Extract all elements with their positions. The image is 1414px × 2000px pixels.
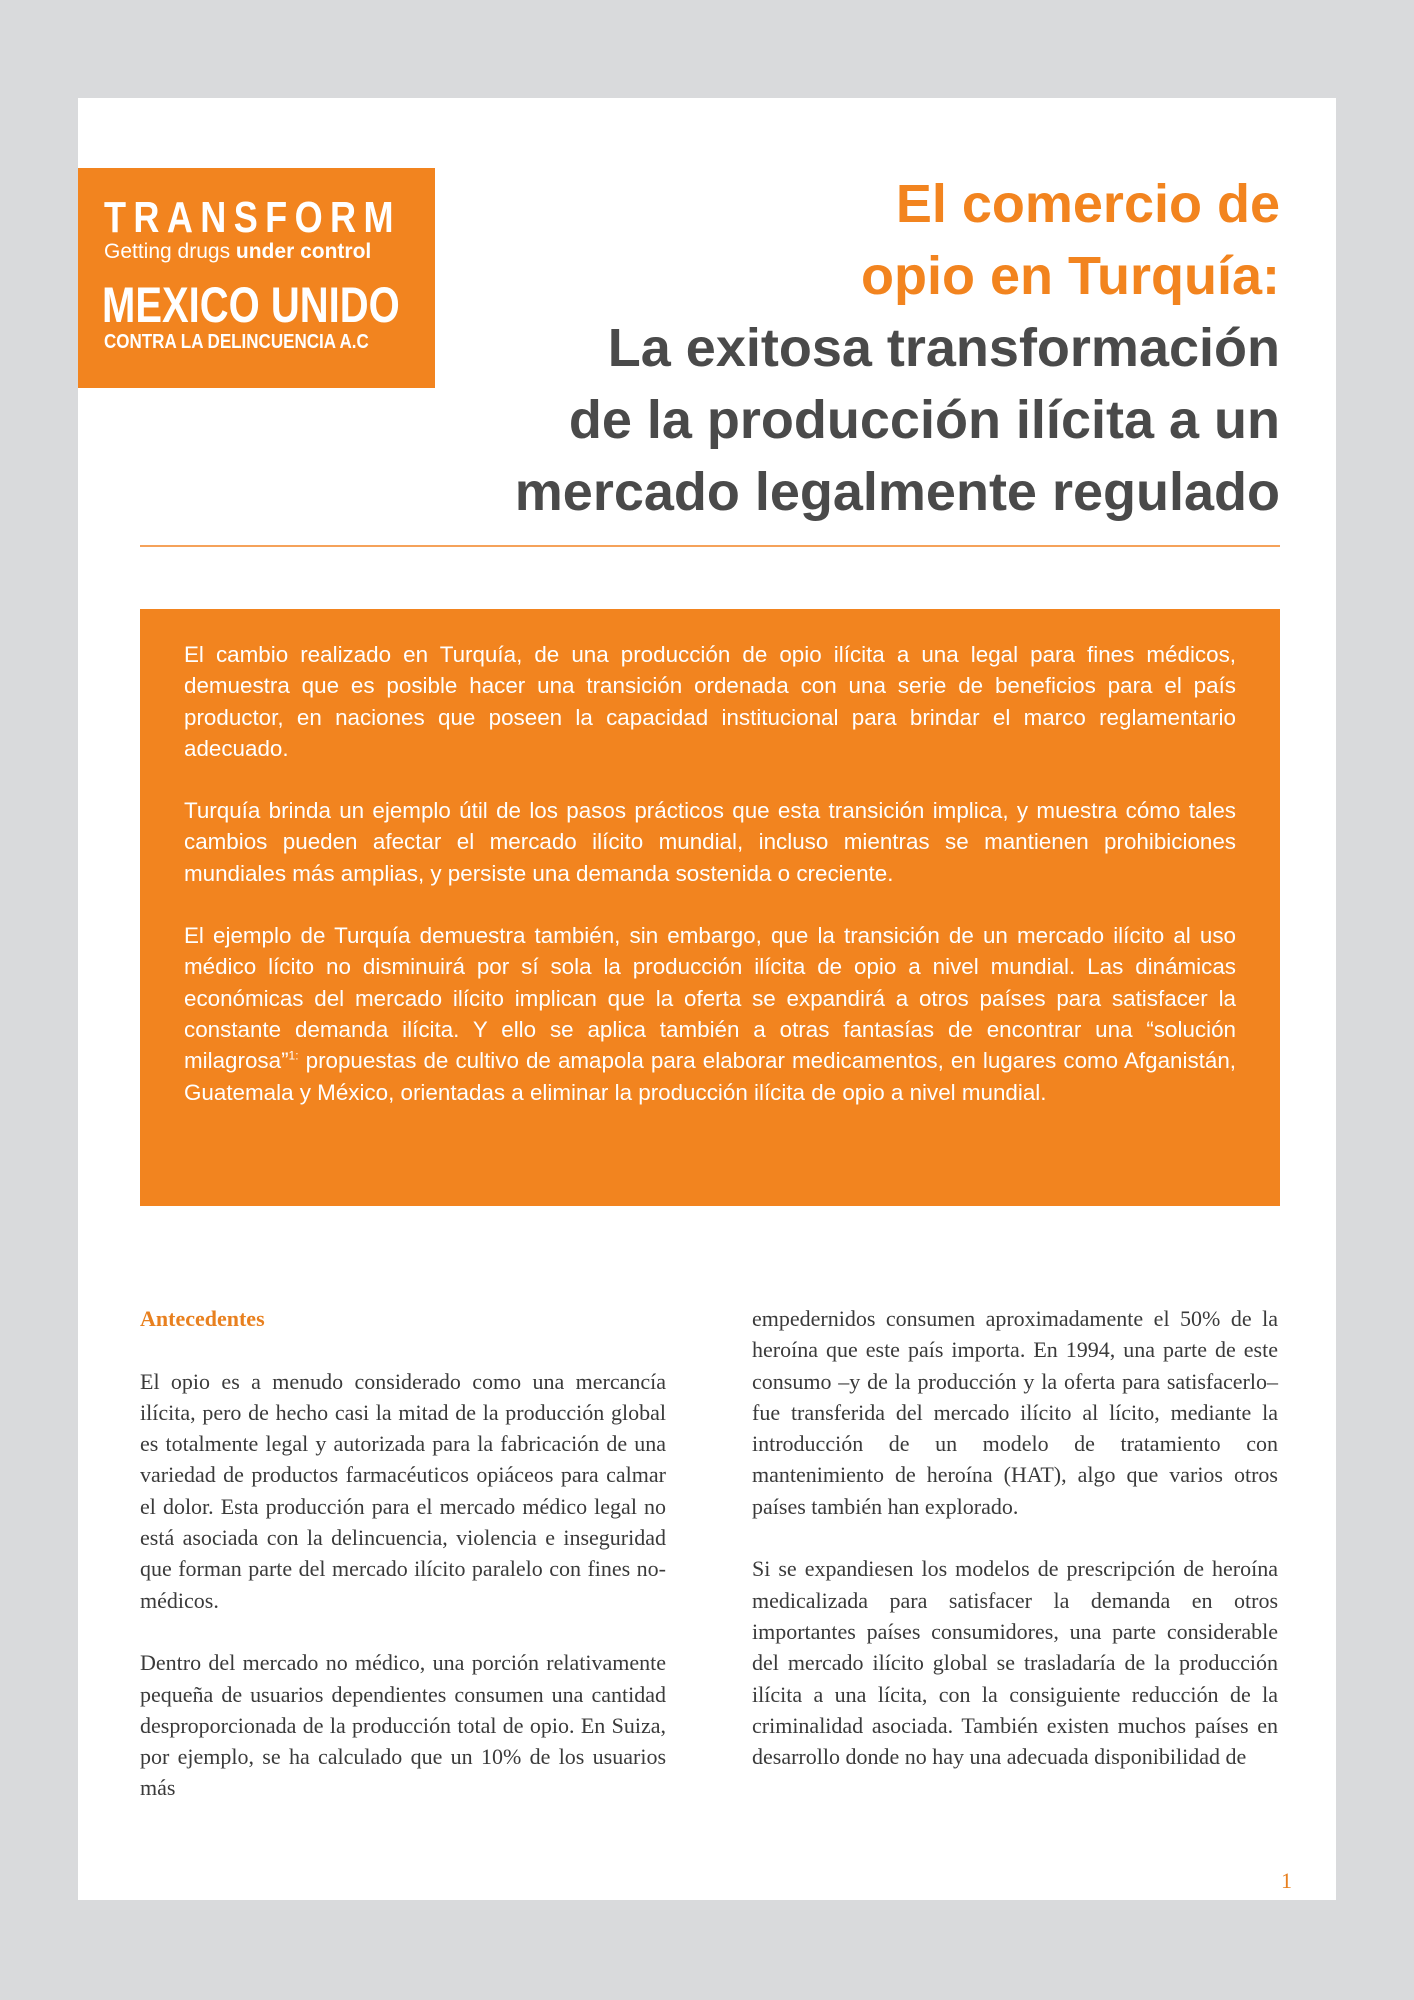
- logo-tagline-bold: under control: [235, 240, 372, 263]
- logo-tagline-plain: Getting drugs: [104, 240, 236, 263]
- logo-mexico-unido: MEXICO UNIDO: [102, 277, 400, 333]
- transform-mexico-unido-logo: [78, 168, 435, 388]
- summary-paragraph-3-start: El ejemplo de Turquía demuestra también, sin embargo, que la transición de un mercado ilícito al uso médico lícito no disminuirá por sí sola la producción ilícita de opio a nivel mundial. Las dinámicas económicas del mercado ilícito implican que la oferta se expandirá a otros países para satisfacer la constante demanda ilícita. Y ello se aplica también a otras fantasías de encontrar una “solución milagrosa”: [184, 923, 1236, 1074]
- footnote-marker[interactable]: 1:: [288, 1048, 299, 1063]
- document-page: [78, 98, 1336, 1900]
- body-column-left: [140, 1303, 666, 1835]
- title-divider: [140, 545, 1280, 547]
- logo-contra-delincuencia: CONTRA LA DELINCUENCIA A.C: [104, 331, 369, 353]
- title-line-2: opio en Turquía:: [861, 246, 1280, 306]
- subtitle-line-2: de la producción ilícita a un: [568, 390, 1280, 450]
- body-paragraph: Dentro del mercado no médico, una porción relativamente pequeña de usuarios dependientes consumen una cantidad desproporcionada de la producción total de opio. En Suiza, por ejemplo, se ha calculado que un 10% de los usuarios más: [140, 1650, 666, 1801]
- summary-paragraph-1: El cambio realizado en Turquía, de una producción de opio ilícita a una legal para fines médicos, demuestra que es posible hacer una transición ordenada con una serie de beneficios para el país productor, en naciones que poseen la capacidad institucional para brindar el marco reglamentario adecuado.: [184, 642, 1236, 761]
- subtitle-line-1: La exitosa transformación: [607, 318, 1280, 378]
- summary-paragraph-2: Turquía brinda un ejemplo útil de los pasos prácticos que esta transición implica, y muestra cómo tales cambios pueden afectar el mercado ilícito mundial, incluso mientras se mantienen prohibiciones mundiales más amplias, y persiste una demanda sostenida o creciente.: [184, 798, 1236, 886]
- body-paragraph: Si se expandiesen los modelos de prescripción de heroína medicalizada para satisfacer la demanda en otros importantes países consumidores, una parte considerable del mercado ilícito global se trasladaría de la producción ilícita a una lícita, con la consiguiente reducción de la criminalidad asociada. También existen muchos países en desarrollo donde no hay una adecuada disponibilidad de: [752, 1556, 1278, 1770]
- summary-box: [140, 609, 1280, 1206]
- logo-transform-text: TRANSFORM: [104, 193, 401, 242]
- section-heading: Antecedentes: [140, 1306, 265, 1331]
- body-paragraph: empedernidos consumen aproximadamente el 50% de la heroína que este país importa. En 1994, una parte de este consumo –y de la producción y la oferta para satisfacerlo– fue transferida del mercado ilícito al lícito, mediante la introducción de un modelo de tratamiento con mantenimiento de heroína (HAT), algo que varios otros países también han explorado.: [752, 1306, 1278, 1519]
- summary-paragraph-3: [184, 920, 1236, 1108]
- document-title: [400, 168, 1280, 528]
- body-column-right: [752, 1303, 1278, 1804]
- body-paragraph: El opio es a menudo considerado como una mercancía ilícita, pero de hecho casi la mitad de la producción global es totalmente legal y autorizada para la fabricación de una variedad de productos farmacéuticos opiáceos para calmar el dolor. Esta producción para el mercado médico legal no está asociada con la delincuencia, violencia e inseguridad que forman parte del mercado ilícito paralelo con fines no-médicos.: [140, 1368, 666, 1613]
- page-number: 1: [1281, 1868, 1292, 1893]
- summary-paragraph-3-end: propuestas de cultivo de amapola para elaborar medicamentos, en lugares como Afganistán, Guatemala y México, orientadas a eliminar la producción ilícita de opio a nivel mundial.: [184, 1048, 1236, 1105]
- logo-tagline: [104, 240, 371, 264]
- subtitle-line-3: mercado legalmente regulado: [514, 462, 1280, 522]
- title-line-1: El comercio de: [895, 174, 1280, 234]
